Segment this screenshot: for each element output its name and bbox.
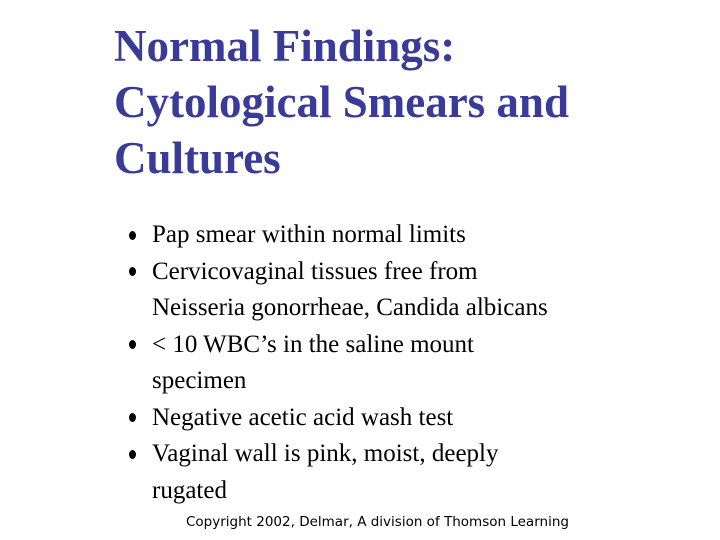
bullet-line: Pap smear within normal limits <box>152 221 466 248</box>
bullet-line: specimen <box>152 367 247 394</box>
bullet-line: Cervicovaginal tissues free from <box>152 257 478 285</box>
bullet-item-acetic-acid <box>126 400 646 437</box>
round-bullet-icon <box>126 254 139 291</box>
bullet-text <box>139 436 646 509</box>
bullet-line: Vaginal wall is pink, moist, deeply <box>152 440 499 467</box>
bullet-item-pap-smear <box>126 217 646 254</box>
bullet-item-cervicovaginal <box>126 254 646 327</box>
bullet-text <box>139 400 646 437</box>
bullet-item-vaginal-wall <box>126 436 646 509</box>
round-bullet-icon <box>126 400 139 437</box>
bullet-text <box>139 254 646 327</box>
copyright-footer: Copyright 2002, Delmar, A division of Thomson Learning <box>186 514 569 530</box>
bullet-line: Negative acetic acid wash test <box>152 403 454 431</box>
title-line-2: Cytological Smears and <box>114 77 569 127</box>
slide-title <box>114 18 694 186</box>
bullet-text <box>139 217 646 254</box>
bullet-text <box>139 327 646 400</box>
bullet-line: Neisseria gonorrheae, Candida albicans <box>152 294 548 321</box>
bullet-line: < 10 WBC’s in the saline mount <box>152 330 474 358</box>
round-bullet-icon <box>126 217 139 254</box>
bullet-line: rugated <box>152 476 227 504</box>
title-line-1: Normal Findings: <box>114 21 456 71</box>
round-bullet-icon <box>126 436 139 473</box>
title-line-3: Cultures <box>114 133 281 183</box>
bullet-list <box>126 217 646 509</box>
bullet-item-wbc <box>126 327 646 400</box>
round-bullet-icon <box>126 327 139 364</box>
